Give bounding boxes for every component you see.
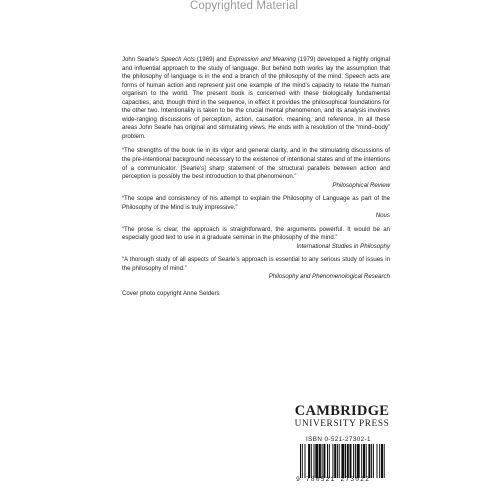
isbn-label: ISBN 0-521-27302-1 bbox=[306, 436, 371, 443]
review-source: Philosophy and Phenomenological Research bbox=[268, 273, 390, 281]
title-speech-acts: Speech Acts bbox=[160, 56, 195, 63]
review-quote bbox=[122, 226, 390, 252]
barcode-image bbox=[300, 444, 398, 478]
title-expression-and-meaning: Expression and Meaning bbox=[228, 56, 296, 63]
description-text: John Searle's bbox=[122, 56, 161, 63]
book-description bbox=[122, 56, 390, 141]
review-text: “The scope and consistency of his attempt to explain the Philosophy of Language as part of the Philosophy of the Mind is truly impressive.” bbox=[122, 195, 390, 211]
review-text: “A thorough study of all aspects of Searle's approach is essential to any serious study of issues in the philosophy of mind.” bbox=[122, 256, 390, 272]
description-text: (1969) and bbox=[195, 56, 229, 63]
review-quote bbox=[122, 256, 390, 282]
description-text: (1979) developed a highly original and influential approach to the study of language. But behind both works lay the assumption that the philosophy of language is in the end a branch of the philosophy of the mind: Speech acts are forms of human action and represent just one example of the mind's capacity to relate the human organism to the world. The present book is concerned with these biologically fundamental capacities, and, though third in the sequence, in effect it provides the philosophical foundations for the other two. Intentionality is taken to be the crucial mental phenomenon, and its analysis involves wide-ranging discussions of perception, action, causation, meaning, and reference. In all these areas John Searle has original and stimulating views. He ends with a resolution of the “mind–body” problem. bbox=[122, 56, 390, 140]
cover-credit: Cover photo copyright Anne Selders bbox=[122, 289, 220, 297]
review-source: International Studies in Philosophy bbox=[296, 242, 390, 250]
review-text: “The prose is clear, the approach is straightforward, the arguments powerful. It would be an especially good text to use in a graduate seminar in the philosophy of the mind.” bbox=[122, 225, 390, 242]
review-source: Nous bbox=[375, 212, 390, 220]
publisher-subtitle: UNIVERSITY PRESS bbox=[294, 419, 390, 429]
review-text: “The strengths of the book lie in its vigor and general clarity, and in the stimulating discussions of the pre-intentional background necessary to the existence of intentional states and of the intentions of a communicator. [Searle's] sharp statement of the structural parallels between action and perception is possibly the best introduction to that phenomenon.” bbox=[122, 147, 390, 181]
back-cover-text bbox=[122, 56, 390, 304]
review-quote bbox=[122, 195, 390, 221]
barcode-number: 9 780521 273022 bbox=[296, 476, 371, 483]
publisher-name: CAMBRIDGE bbox=[294, 403, 390, 419]
review-source: Philosophical Review bbox=[332, 181, 390, 189]
watermark: Copyrighted Material bbox=[189, 0, 299, 12]
review-quote bbox=[122, 147, 390, 190]
publisher-logo bbox=[282, 404, 402, 430]
